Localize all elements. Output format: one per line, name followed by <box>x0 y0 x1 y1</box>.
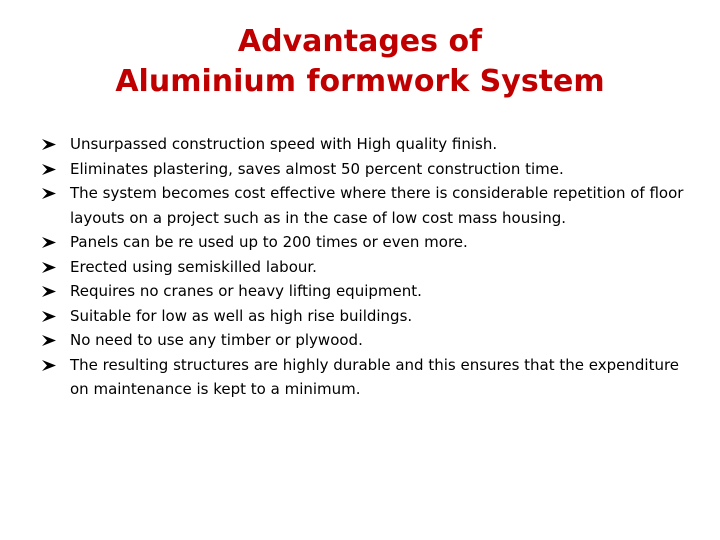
list-item-text: Suitable for low as well as high rise buildings. <box>70 306 413 325</box>
list-item-text: The resulting structures are highly durable and this ensures that the expenditure on maintenance is kept to a minimum. <box>70 355 680 398</box>
list-item <box>42 230 692 255</box>
list-item <box>42 157 692 182</box>
list-item <box>42 132 692 157</box>
list-item <box>42 255 692 280</box>
list-item <box>42 181 692 230</box>
list-item-text: Eliminates plastering, saves almost 50 percent construction time. <box>70 159 564 178</box>
arrowhead-bullet-icon <box>42 279 58 304</box>
arrowhead-bullet-icon <box>42 132 58 157</box>
arrowhead-bullet-icon <box>42 328 58 353</box>
list-item <box>42 353 692 402</box>
arrowhead-bullet-icon <box>42 181 58 206</box>
list-item <box>42 304 692 329</box>
arrowhead-bullet-icon <box>42 230 58 255</box>
title-line-2: Aluminium formwork System <box>115 64 605 99</box>
list-item-text: No need to use any timber or plywood. <box>70 331 363 349</box>
arrowhead-bullet-icon <box>42 304 58 329</box>
list-item <box>42 328 692 353</box>
list-item-text: Requires no cranes or heavy lifting equipment. <box>70 282 422 300</box>
title-line-1: Advantages of <box>237 24 483 59</box>
list-item <box>42 279 692 304</box>
list-item-text: Unsurpassed construction speed with High quality finish. <box>70 135 498 153</box>
list-item-text: The system becomes cost effective where there is considerable repetition of floor layouts on a project such as in the case of low cost mass housing. <box>70 184 684 227</box>
list-item-text: Erected using semiskilled labour. <box>70 257 317 276</box>
arrowhead-bullet-icon <box>42 255 58 280</box>
advantages-list <box>42 132 692 402</box>
arrowhead-bullet-icon <box>42 353 58 378</box>
list-item-text: Panels can be re used up to 200 times or even more. <box>70 233 468 251</box>
arrowhead-bullet-icon <box>42 157 58 182</box>
slide-title <box>0 22 720 102</box>
